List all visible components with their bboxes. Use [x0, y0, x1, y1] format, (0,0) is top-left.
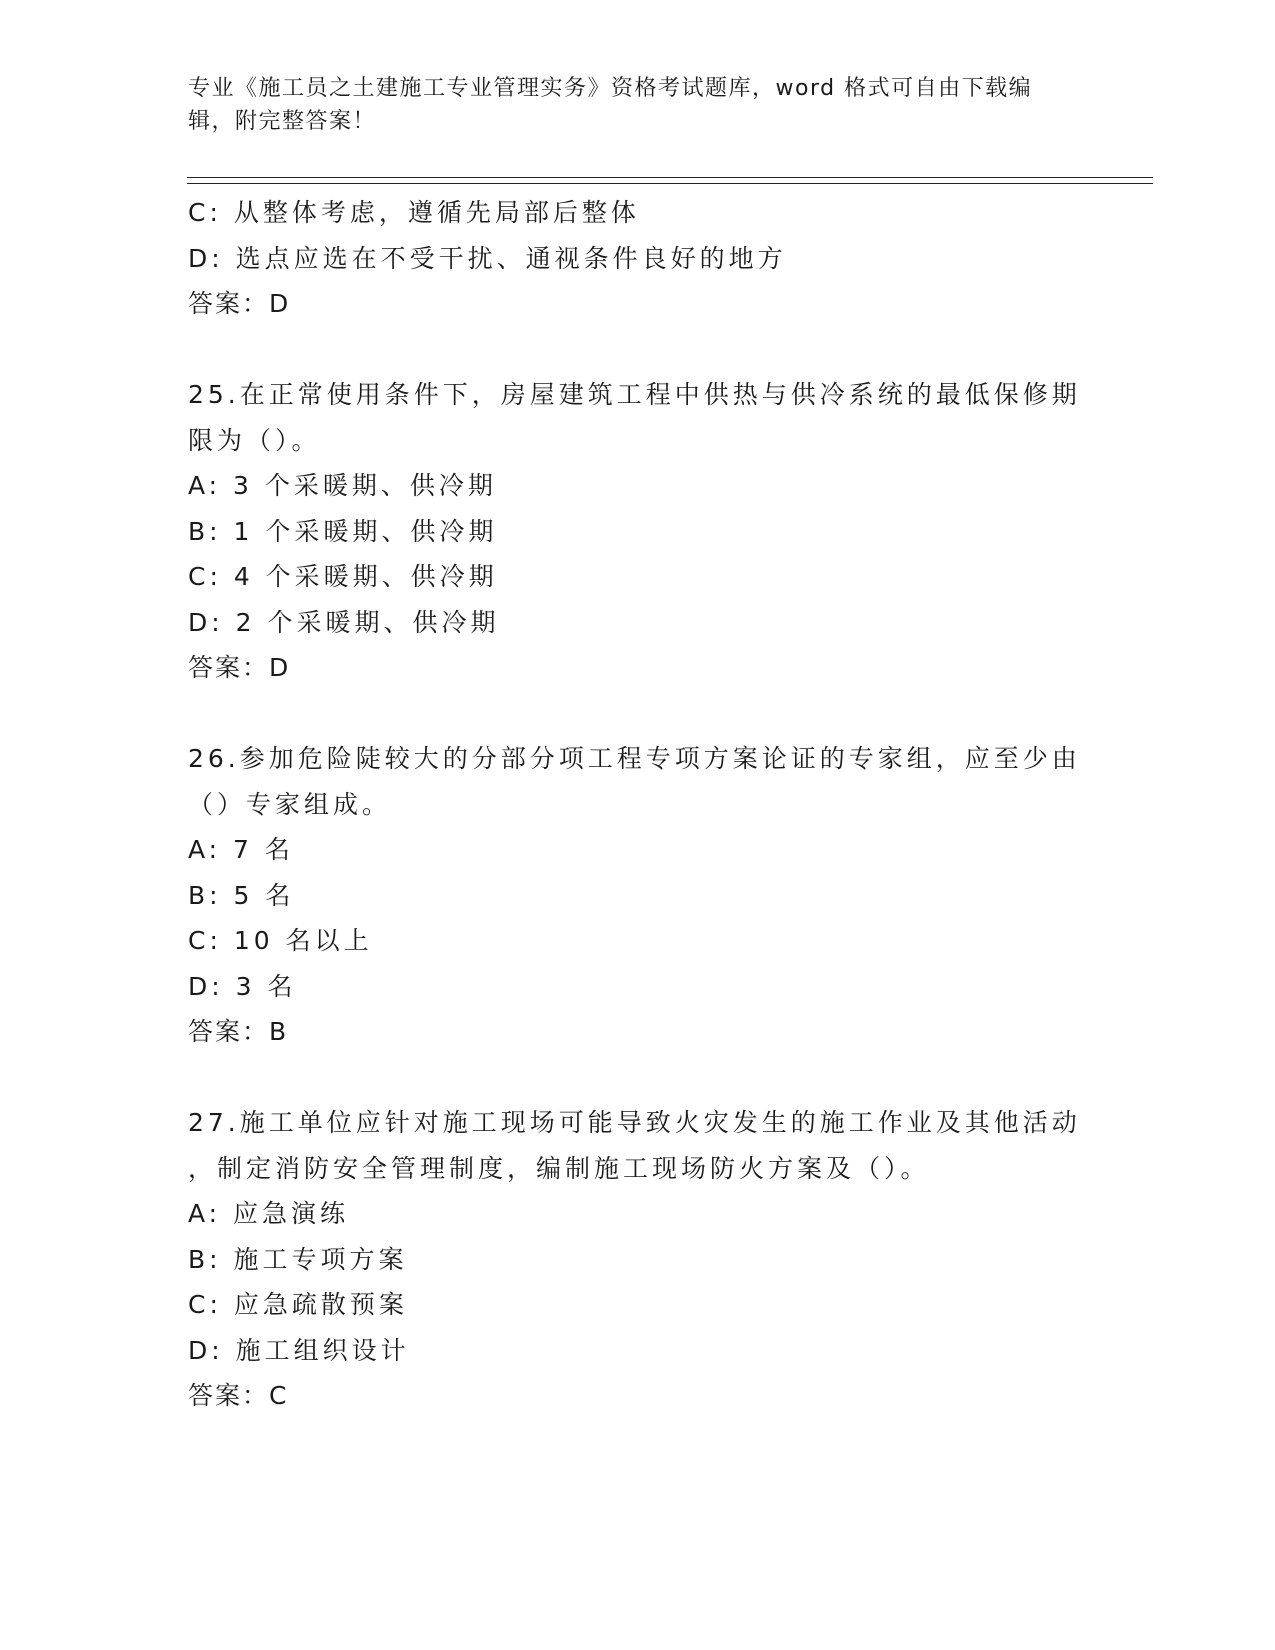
question-stem: 25.在正常使用条件下，房屋建筑工程中供热与供冷系统的最低保修期: [188, 380, 1081, 409]
option-a: A: 应急演练: [188, 1199, 350, 1228]
question-stem: 26.参加危险陡较大的分部分项工程专项方案论证的专家组，应至少由: [188, 744, 1081, 773]
option-c: C: 应急疏散预案: [188, 1290, 408, 1319]
question-27: [188, 1100, 1088, 1419]
option-b: B: 5 名: [188, 880, 295, 910]
option-d: D: 选点应选在不受干扰、通视条件良好的地方: [188, 243, 787, 273]
header-divider-top: [187, 177, 1153, 178]
option-a: A: 7 名: [188, 835, 294, 864]
answer-line: 答案：D: [188, 289, 291, 318]
option-d: D: 3 名: [188, 971, 297, 1001]
spacer: [188, 691, 1088, 737]
header-line-1: 专业《施工员之土建施工专业管理实务》资格考试题库，word 格式可自由下载编: [188, 76, 1033, 101]
option-c: C: 4 个采暖期、供冷期: [188, 562, 498, 591]
option-c: C: 从整体考虑，遵循先局部后整体: [188, 198, 640, 227]
question-24: [188, 190, 1088, 327]
spacer: [188, 1055, 1088, 1101]
header-line-2: 辑，附完整答案！: [188, 109, 377, 134]
document-header: [188, 72, 1068, 138]
option-d: D: 施工组织设计: [188, 1335, 410, 1365]
option-a: A: 3 个采暖期、供冷期: [188, 471, 497, 500]
question-list: [188, 190, 1088, 1419]
option-b: B: 施工专项方案: [188, 1244, 408, 1274]
answer-line: 答案：D: [188, 653, 291, 682]
spacer: [188, 327, 1088, 373]
question-stem-continued: 限为（）。: [188, 425, 321, 455]
option-b: B: 1 个采暖期、供冷期: [188, 516, 498, 546]
option-c: C: 10 名以上: [188, 926, 373, 955]
question-25: [188, 372, 1088, 691]
question-stem: 27.施工单位应针对施工现场可能导致火灾发生的施工作业及其他活动: [188, 1108, 1081, 1137]
question-stem-continued: （）专家组成。: [188, 789, 392, 819]
header-divider-bottom: [187, 183, 1153, 184]
answer-line: 答案：C: [188, 1381, 289, 1410]
question-stem-continued: ，制定消防安全管理制度，编制施工现场防火方案及（）。: [188, 1153, 930, 1183]
answer-line: 答案：B: [188, 1017, 289, 1046]
option-d: D: 2 个采暖期、供冷期: [188, 607, 500, 637]
question-26: [188, 736, 1088, 1055]
